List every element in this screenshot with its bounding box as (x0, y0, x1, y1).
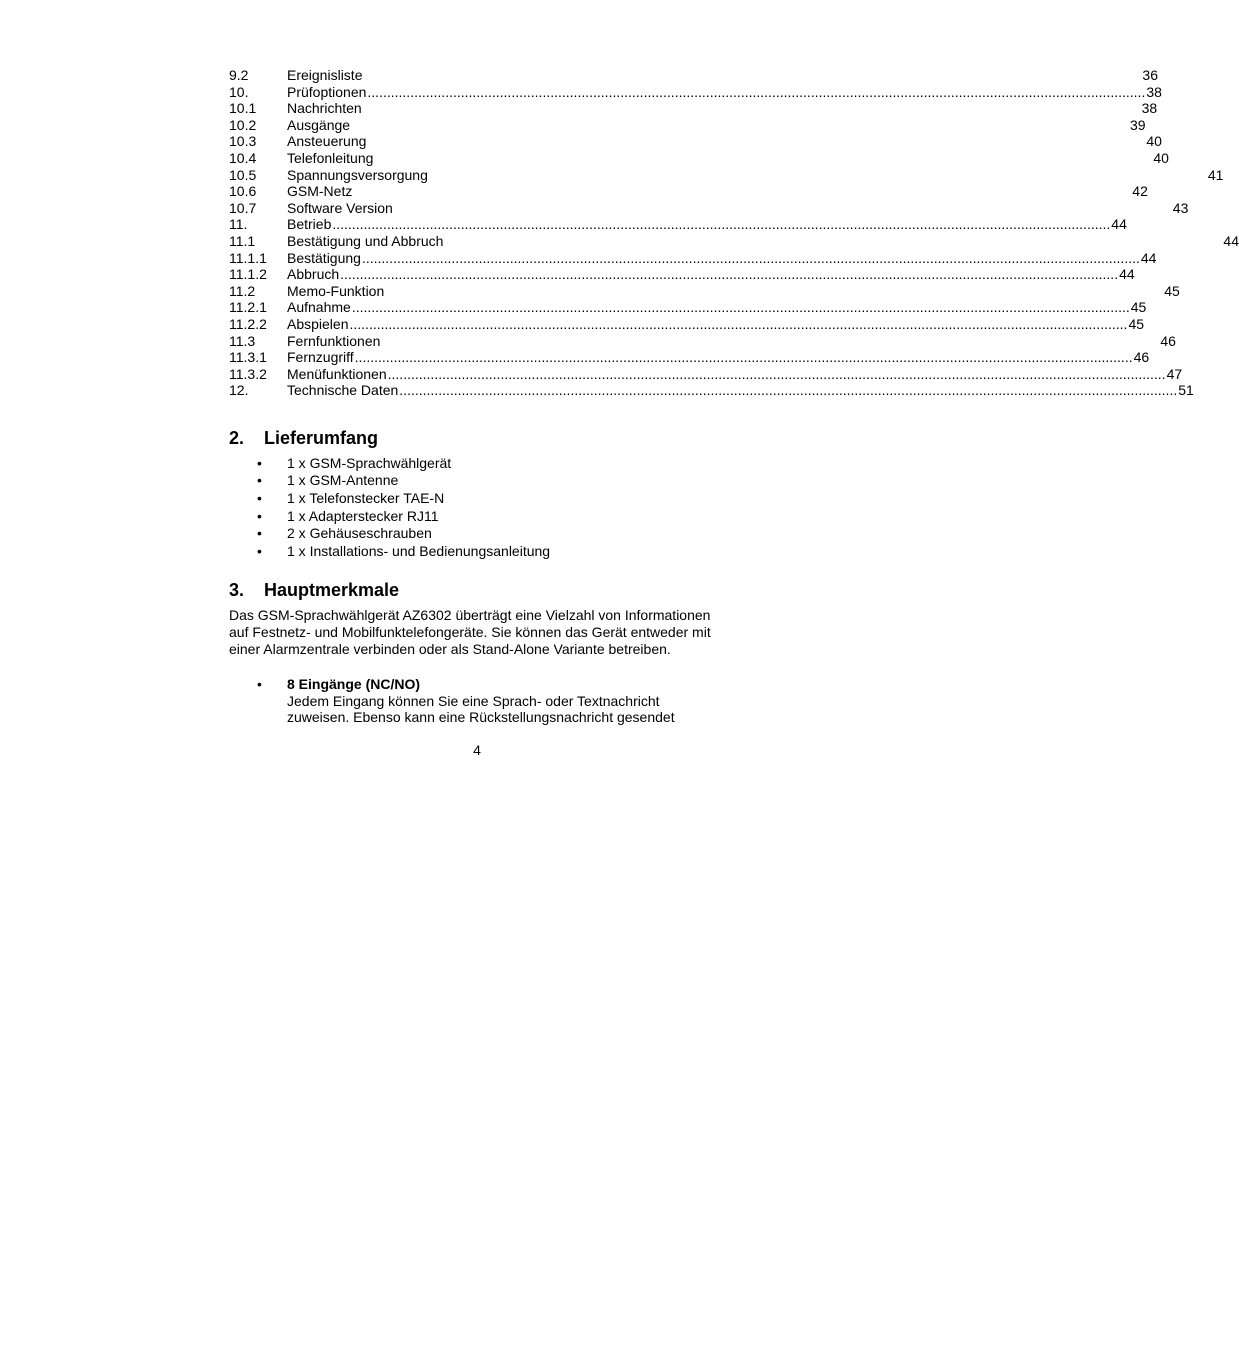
toc-entry-title: Betrieb (287, 216, 332, 233)
list-item (229, 490, 734, 508)
toc-entry (229, 266, 1135, 283)
toc-entry-title: Bestätigung und Abbruch (287, 232, 444, 249)
toc-leader-dots: ........................................................................................................................................................................................................ (340, 266, 1119, 283)
toc-entry (229, 83, 1162, 101)
toc-entry-title: Bestätigung (287, 249, 361, 266)
bullet-icon: • (257, 675, 262, 692)
section-heading-lieferumfang (229, 428, 734, 449)
list-item (229, 455, 734, 473)
toc-entry (229, 349, 1150, 366)
toc-entry-number: 11.1.1 (229, 249, 267, 266)
toc-entry-number: 10.5 (229, 166, 257, 183)
section-number: 2. (229, 427, 245, 448)
bullet-icon: • (257, 542, 262, 559)
toc-entry-title: Aufnahme (287, 299, 351, 316)
toc-entry-number: 10.3 (229, 133, 257, 150)
toc-entry-title: GSM-Netz (287, 183, 353, 200)
toc-entry-page: 43 (1172, 199, 1189, 216)
toc-entry-page: 45 (1130, 299, 1147, 316)
toc-entry-page: 44 (1223, 232, 1239, 249)
section-title: Hauptmerkmale (264, 580, 400, 601)
toc-entry-page: 46 (1133, 349, 1150, 366)
toc-entry-title: Spannungsversorgung (287, 166, 428, 183)
feature-body (287, 676, 734, 726)
toc-entry-number: 10.7 (229, 199, 257, 216)
list-item-text: 1 x GSM-Antenne (287, 472, 399, 489)
toc-entry-number: 11.2.1 (229, 299, 267, 316)
toc-entry-title: Ereignisliste (287, 67, 363, 83)
toc-entry-page: 36 (1142, 67, 1158, 83)
toc-entry-page: 44 (1140, 249, 1157, 266)
section-number: 3. (229, 580, 245, 601)
toc-entry-page: 39 (1130, 116, 1146, 133)
toc-entry (229, 332, 1176, 350)
feature-item (229, 676, 734, 726)
toc-entry (229, 166, 1224, 184)
list-item-text: 1 x GSM-Sprachwählgerät (287, 454, 452, 471)
toc-entry-number: 11.1 (229, 232, 256, 249)
toc-entry-page: 44 (1119, 266, 1135, 283)
section-intro-paragraph: Das GSM-Sprachwählgerät AZ6302 überträgt eine Vielzahl von Informationen auf Festnetz- und Mobilfunktelefongeräte. Sie können das Gerät entweder mit einer Alarmzentrale verbinden oder als Stand-Alone Variante betreiben. (229, 607, 711, 658)
section-title: Lieferumfang (264, 427, 379, 448)
page-number: 4 (473, 742, 481, 758)
toc-entry-page: 41 (1207, 166, 1224, 183)
toc-entry-page: 46 (1160, 332, 1176, 349)
toc-entry (229, 249, 1157, 267)
toc-entry-number: 11.2.2 (229, 315, 267, 332)
list-item-text: 1 x Telefonstecker TAE-N (287, 490, 445, 507)
toc-entry-number: 11.2 (229, 282, 256, 299)
toc-entry (229, 232, 1239, 250)
toc-entry (229, 216, 1127, 233)
toc-leader-dots: ........................................................................................................................................................................................................ (354, 349, 1133, 366)
toc-entry-number: 10.4 (229, 149, 257, 166)
bullet-icon: • (257, 472, 262, 489)
toc-leader-dots: ........................................................................................................................................................................................................ (361, 249, 1140, 266)
toc-leader-dots: ........................................................................................................................................................................................................ (387, 365, 1166, 382)
toc-entry-title: Ausgänge (287, 116, 351, 133)
feature-title: 8 Eingänge (NC/NO) (287, 675, 421, 692)
toc-entry-number: 11. (229, 216, 248, 233)
toc-entry (229, 149, 1169, 167)
toc-entry-title: Abbruch (287, 266, 340, 283)
toc-entry-title: Telefonleitung (287, 149, 374, 166)
toc-entry (229, 199, 1189, 217)
bullet-icon: • (257, 454, 262, 471)
toc-entry-number: 10.1 (229, 100, 257, 117)
toc-entry (229, 100, 1158, 117)
toc-entry (229, 365, 1183, 383)
toc-entry-title: Menüfunktionen (287, 365, 387, 382)
toc-entry-title: Technische Daten (287, 382, 399, 399)
table-of-contents (229, 67, 1239, 399)
toc-entry (229, 116, 1146, 134)
bullet-icon: • (257, 507, 262, 524)
toc-entry (229, 282, 1180, 300)
toc-entry (229, 67, 1158, 84)
toc-entry-title: Software Version (287, 199, 393, 216)
toc-entry-page: 45 (1128, 315, 1145, 332)
toc-entry-title: Nachrichten (287, 100, 362, 117)
toc-entry-page: 42 (1132, 183, 1148, 200)
list-item (229, 508, 734, 526)
toc-entry (229, 382, 1194, 399)
toc-entry-page: 38 (1146, 83, 1162, 100)
toc-entry-page: 47 (1166, 365, 1183, 382)
list-item (229, 525, 734, 543)
toc-entry-page: 45 (1164, 282, 1180, 299)
toc-leader-dots: ........................................................................................................................................................................................................ (399, 382, 1178, 399)
toc-entry-number: 11.1.2 (229, 266, 267, 283)
toc-entry-title: Abspielen (287, 315, 349, 332)
toc-entry (229, 183, 1148, 200)
list-item-text: 1 x Installations- und Bedienungsanleitung (287, 542, 551, 559)
toc-entry (229, 315, 1145, 333)
toc-entry-number: 10. (229, 83, 249, 100)
list-item (229, 543, 734, 561)
toc-entry-number: 11.3.1 (229, 349, 267, 366)
toc-entry-number: 10.6 (229, 183, 257, 200)
toc-entry-title: Fernfunktionen (287, 332, 381, 349)
toc-entry-number: 12. (229, 382, 249, 399)
toc-entry-number: 11.3.2 (229, 365, 267, 382)
toc-entry-title: Memo-Funktion (287, 282, 385, 299)
bullet-icon: • (257, 525, 262, 542)
toc-leader-dots: ........................................................................................................................................................................................................ (332, 216, 1111, 233)
toc-entry-number: 9.2 (229, 67, 249, 83)
toc-leader-dots: ........................................................................................................................................................................................................ (351, 299, 1130, 316)
toc-entry-title: Prüfoptionen (287, 83, 367, 100)
toc-leader-dots: ........................................................................................................................................................................................................ (367, 83, 1146, 100)
toc-entry-page: 44 (1111, 216, 1127, 233)
list-item-text: 1 x Adapterstecker RJ11 (287, 507, 439, 524)
toc-entry-number: 10.2 (229, 116, 257, 133)
toc-entry (229, 133, 1162, 150)
toc-entry-page: 40 (1146, 133, 1162, 150)
toc-entry (229, 299, 1147, 316)
list-item (229, 472, 734, 490)
bullet-icon: • (257, 490, 262, 507)
feature-text: Jedem Eingang können Sie eine Sprach- oder Textnachricht zuweisen. Ebenso kann eine Rückstellungsnachricht gesendet (287, 692, 675, 726)
toc-leader-dots: ........................................................................................................................................................................................................ (349, 315, 1128, 332)
toc-entry-title: Fernzugriff (287, 349, 354, 366)
section-heading-hauptmerkmale (229, 580, 734, 601)
toc-entry-page: 51 (1178, 382, 1194, 399)
toc-entry-page: 38 (1141, 100, 1158, 117)
document-page (229, 67, 1239, 726)
toc-entry-page: 40 (1153, 149, 1169, 166)
list-item-text: 2 x Gehäuseschrauben (287, 525, 432, 542)
delivery-contents-list (229, 455, 734, 561)
toc-entry-title: Ansteuerung (287, 133, 367, 150)
toc-entry-number: 11.3 (229, 332, 256, 349)
